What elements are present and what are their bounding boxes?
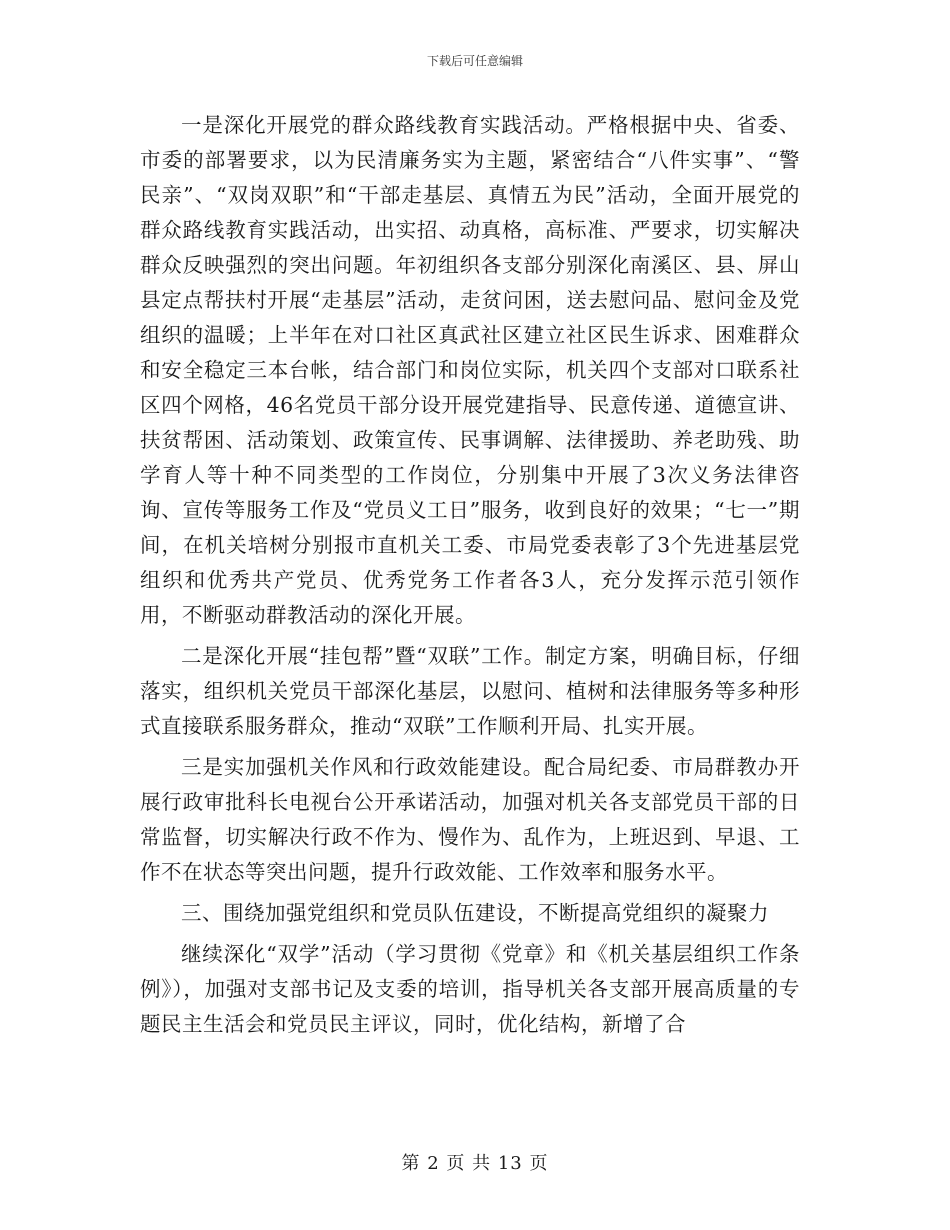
page-header: 下载后可任意编辑: [426, 54, 523, 68]
paragraph-2: 二是深化开展“挂包帮”暨“双联”工作。制定方案，明确目标，仔细落实，组织机关党员干部深化基层，以慰问、植树和法律服务等多种形式直接联系服务群众，推动“双联”工作顺利开局、扎实开展。: [140, 644, 800, 738]
paragraph-4: 继续深化“双学”活动（学习贯彻《党章》和《机关基层组织工作条例》），加强对支部书记及支委的培训，指导机关各支部开展高质量的专题民主生活会和党员民主评议，同时，优化结构，新增了合: [140, 942, 800, 1036]
section-heading: 三、围绕加强党组织和党员队伍建设，不断提高党组织的凝聚力: [181, 901, 769, 925]
paragraph-1: 一是深化开展党的群众路线教育实践活动。严格根据中央、省委、市委的部署要求，以为民清廉务实为主题，紧密结合“八件实事”、“警民亲”、“双岗双职”和“干部走基层、真情五为民”活动，全面开展党的群众路线教育实践活动，出实招、动真格，高标准、严要求，切实解决群众反映强烈的突出问题。年初组织各支部分别深化南溪区、县、屏山县定点帮扶村开展“走基层”活动，走贫问困，送去慰问品、慰问金及党组织的温暖；上半年在对口社区真武社区建立社区民生诉求、困难群众和安全稳定三本台帐，结合部门和岗位实际，机关四个支部对口联系社区四个网格，46名党员干部分设开展党建指导、民意传递、道德宣讲、扶贫帮困、活动策划、政策宣传、民事调解、法律援助、养老助残、助学育人等十种不同类型的工作岗位，分别集中开展了3次义务法律咨询、宣传等服务工作及“党员义工日”服务，收到良好的效果；“七一”期间，在机关培树分别报市直机关工委、市局党委表彰了3个先进基层党组织和优秀共产党员、优秀党务工作者各3人，充分发挥示范引领作用，不断驱动群教活动的深化开展。: [140, 113, 800, 627]
page-number: 第 2 页 共 13 页: [401, 1153, 549, 1174]
paragraph-3: 三是实加强机关作风和行政效能建设。配合局纪委、市局群教办开展行政审批科长电视台公开承诺活动，加强对机关各支部党员干部的日常监督，切实解决行政不作为、慢作为、乱作为，上班迟到、早退、工作不在状态等突出问题，提升行政效能、工作效率和服务水平。: [140, 755, 800, 884]
document-body: [140, 108, 800, 1048]
